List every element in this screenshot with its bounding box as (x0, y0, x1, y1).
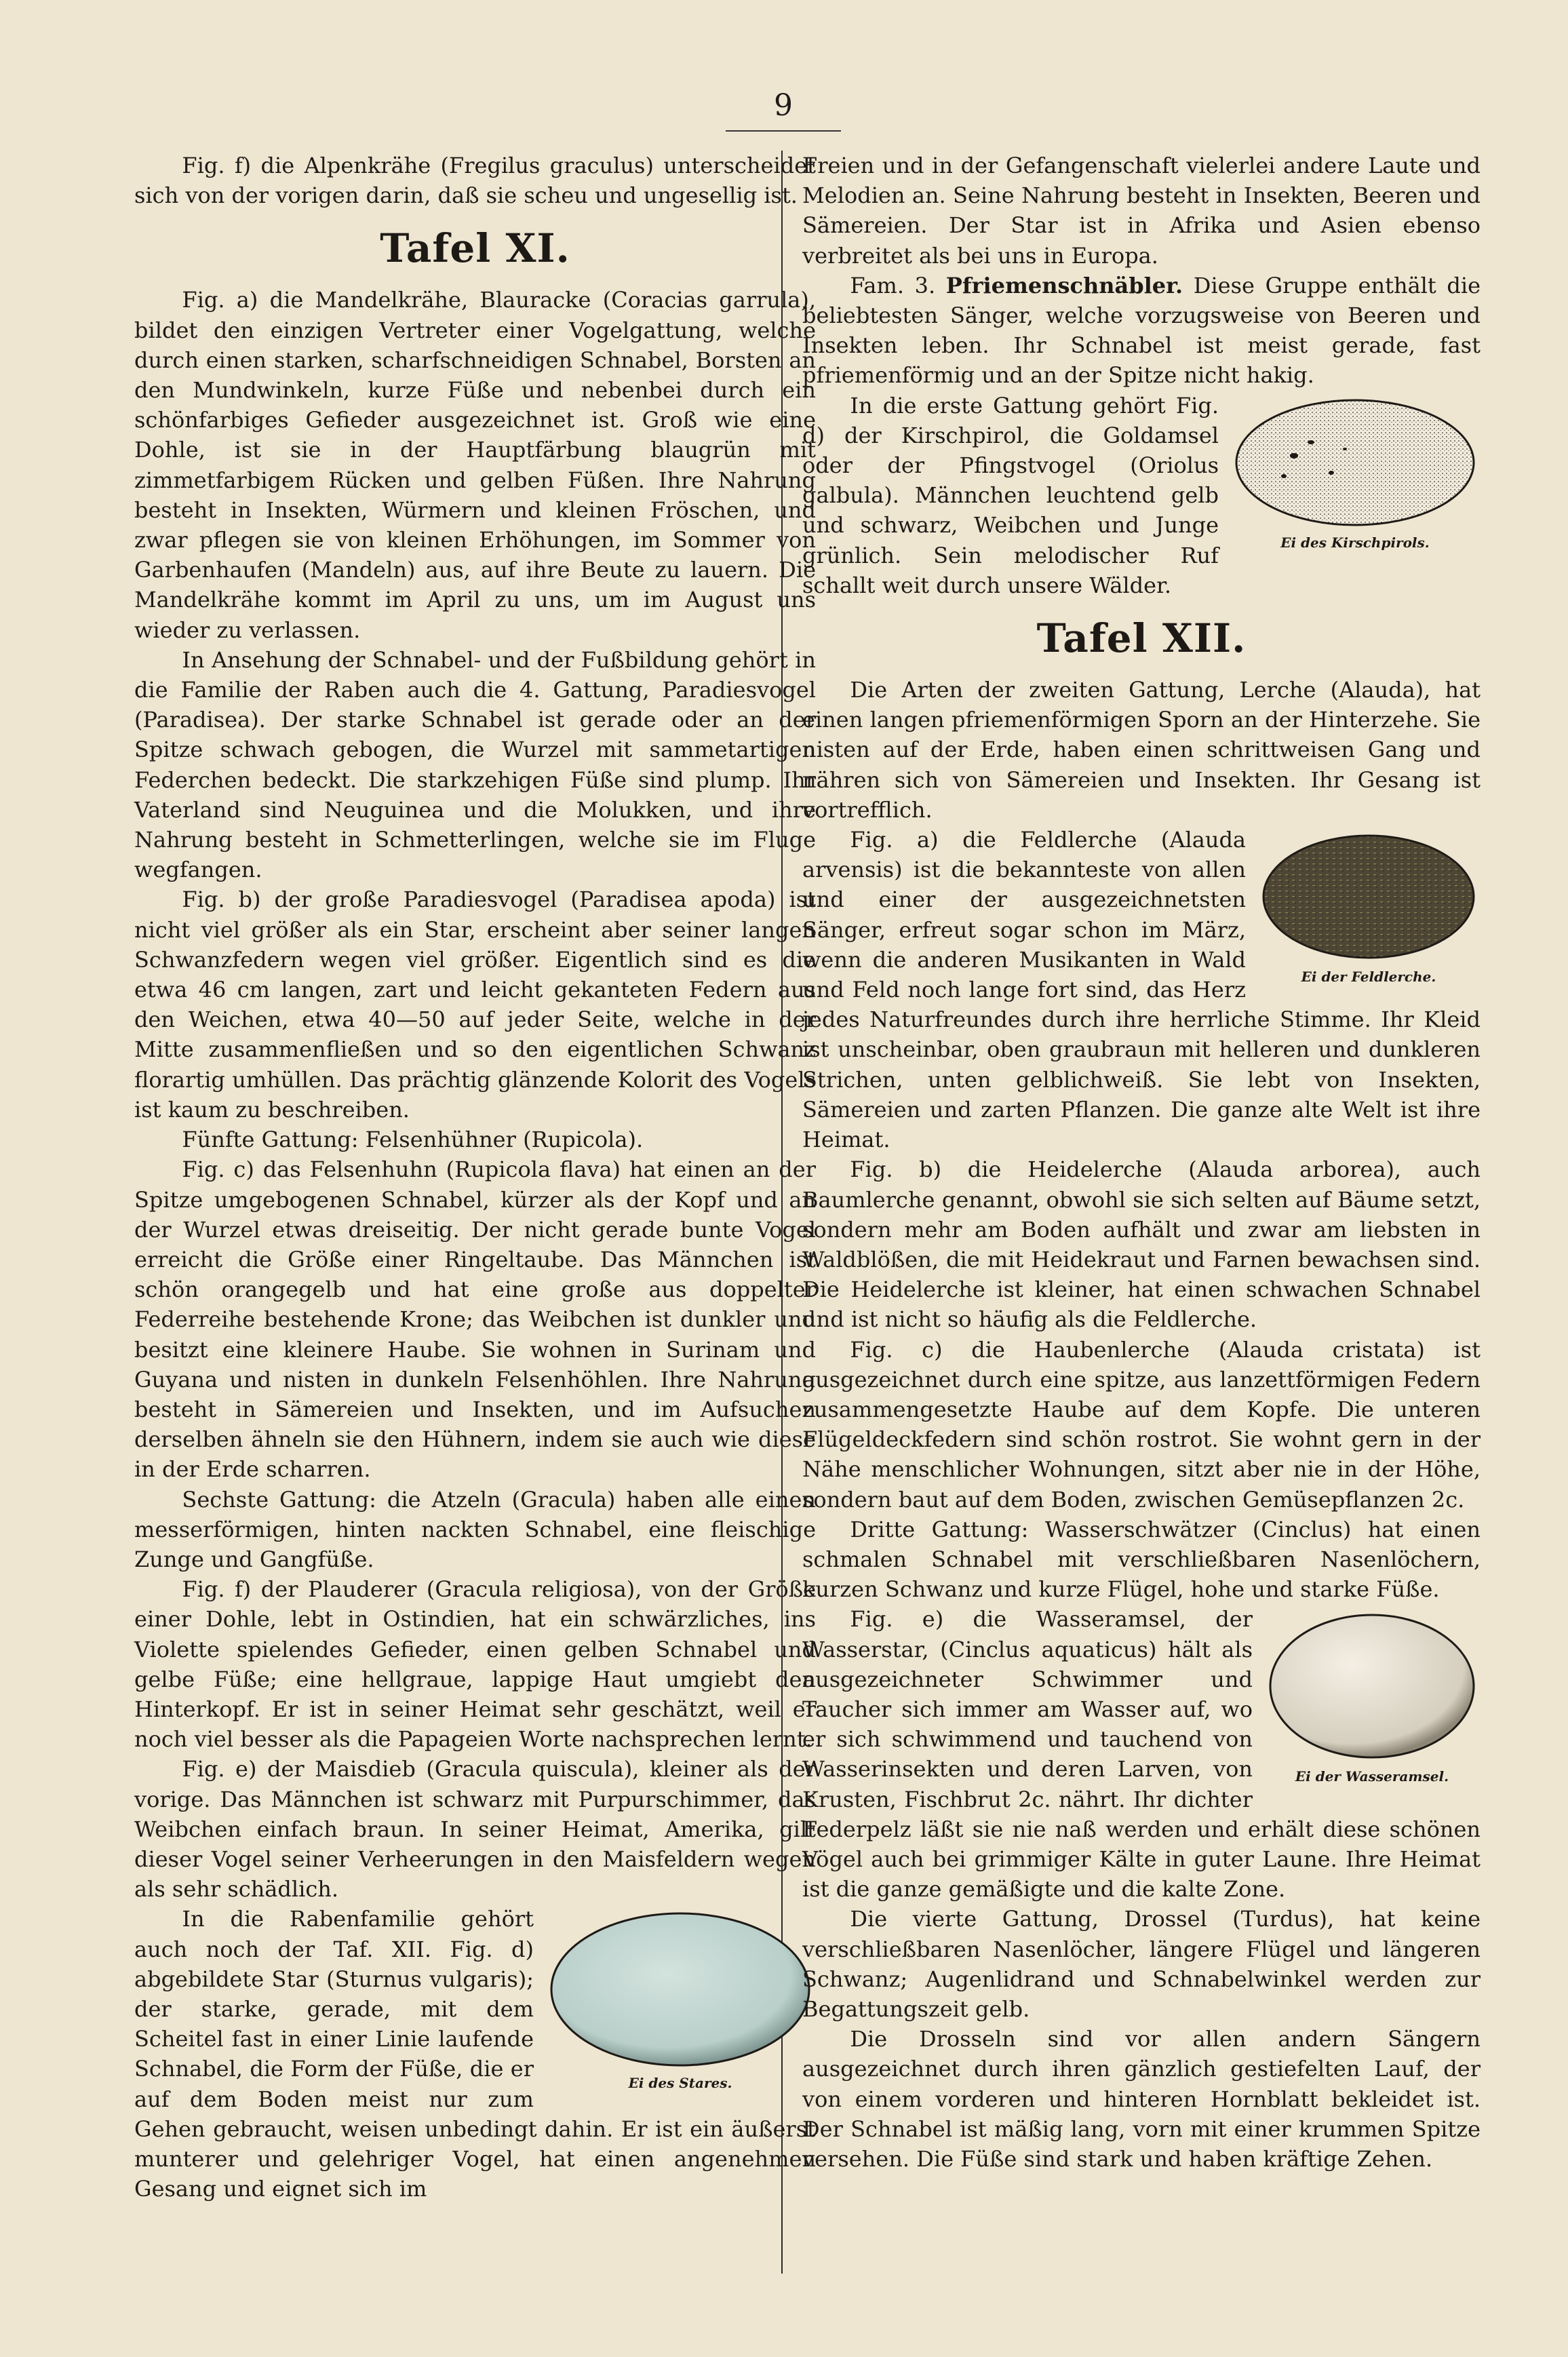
kirschpirol-egg-figure (1230, 395, 1481, 551)
right-paragraph-4: Die Arten der zweiten Gattung, Lerche (Alauda), hat einen langen pfriemenförmigen Sporn an der Hinterzehe. Sie nisten auf der Erde, haben einen schrittweisen Gang und nähren sich von Sämereien und Insekten. Ihr Gesang ist vortrefflich. (802, 677, 1481, 823)
wasseramsel-egg-figure (1263, 1608, 1481, 1785)
left-paragraph-5: Fünfte Gattung: Felsenhühner (Rupicola). (182, 1127, 644, 1153)
star-egg-caption: Ei des Stares. (628, 2075, 732, 2092)
family-label: Fam. 3. (850, 272, 936, 298)
left-paragraph-9: Fig. e) der Maisdieb (Gracula quiscula), kleiner als der vorige. Das Männchen ist schwarz mit Purpurschimmer, das Weibchen einfach braun. In seiner Heimat, Amerika, gilt dieser Vogel seiner Verheerungen in den Maisfeldern wegen als sehr schädlich. (134, 1756, 816, 1903)
right-column (802, 151, 1481, 2174)
wasseramsel-egg-caption: Ei der Wasseramsel. (1295, 1768, 1449, 1785)
star-egg-illustration (545, 1908, 816, 2071)
right-paragraph-3: In die erste Gattung gehört Fig. d) der Kirschpirol, die Goldamsel oder der Pfingstvogel (Oriolus galbula). Männchen leuchtend gelb und schwarz, Weibchen und Junge grünlich. Sein melodischer Ruf schallt weit durch unsere Wälder. (802, 392, 1219, 598)
page-number: 9 (774, 88, 793, 123)
feldlerche-egg-figure (1257, 829, 1481, 985)
left-paragraph-3: In Ansehung der Schnabel- und der Fußbildung gehört in die Familie der Raben auch die 4. Gattung, Paradiesvogel (Paradisea). Der starke Schnabel ist gerade oder an der Spitze schwach gebogen, die Wurzel mit sammetartigen Federchen bedeckt. Die starkzehigen Füße sind plump. Ihr Vaterland sind Neuguinea und die Molukken, und ihre Nahrung besteht in Schmetterlingen, welche sie im Fluge wegfangen. (134, 646, 816, 883)
right-paragraph-10: Die vierte Gattung, Drossel (Turdus), hat keine verschließbaren Nasenlöcher, längere Flügel und längeren Schwanz; Augenlidrand und Schnabelwinkel werden zur Begattungszeit gelb. (802, 1906, 1481, 2022)
left-paragraph-2: Fig. a) die Mandelkrähe, Blauracke (Coracias garrula), bildet den einzigen Vertreter einer Vogelgattung, welche durch einen starken, scharfschneidigen Schnabel, Borsten an den Mundwinkeln, kurze Füße und nebenbei durch ein schönfarbiges Gefieder ausgezeichnet ist. Groß wie eine Dohle, ist sie in der Hauptfärbung blaugrün mit zimmetfarbigem Rücken und gelben Füßen. Ihre Nahrung besteht in Insekten, Würmern und kleinen Fröschen, und zwar pflegen sie von kleinen Erhöhungen, im Sommer von Garbenhaufen (Mandeln) aus, auf ihre Beute zu lauern. Die Mandelkrähe kommt im April zu uns, um im August uns wieder zu verlassen. (134, 287, 816, 643)
left-paragraph-7: Sechste Gattung: die Atzeln (Gracula) haben alle einen messerförmigen, hinten nackten Schnabel, eine fleischige Zunge und Gangfüße. (134, 1486, 816, 1572)
right-paragraph-7: Fig. c) die Haubenlerche (Alauda cristata) ist ausgezeichnet durch eine spitze, aus lanzettförmigen Federn zusammengesetzte Haube auf dem Kopfe. Die unteren Flügeldeckfedern sind schön rostrot. Sie wohnt gern in der Nähe menschlicher Wohnungen, sitzt aber nie in der Höhe, sondern baut auf dem Boden, zwischen Gemüsepflanzen 2c. (802, 1336, 1481, 1513)
family-name: Pfriemenschnäbler. (945, 272, 1183, 298)
tafel-xii-heading: Tafel XII. (1036, 615, 1247, 662)
right-paragraph-8: Dritte Gattung: Wasserschwätzer (Cinclus) hat einen schmalen Schnabel mit verschließbaren Nasenlöchern, kurzen Schwanz und kurze Flügel, hohe und starke Füße. (802, 1516, 1481, 1603)
family-description: Diese Gruppe enthält die beliebtesten Sänger, welche vorzugsweise von Beeren und Insekten leben. Ihr Schnabel ist meist gerade, fast pfriemenförmig und an der Spitze nicht hakig. (802, 272, 1481, 389)
right-paragraph-9: Fig. e) die Wasseramsel, der Wasserstar, (Cinclus aquaticus) hält als ausgezeichneter Schwimmer und Taucher sich immer am Wasser auf, wo er sich schwimmend und tauchend von Wasserinsekten und deren Larven, von Krusten, Fischbrut 2c. nährt. Ihr dichter Federpelz läßt sie nie naß werden und erhält diese schönen Vögel auch bei grimmiger Kälte in guter Laune. Ihre Heimat ist die ganze gemäßigte und die kalte Zone. (802, 1606, 1481, 1903)
tafel-xi-heading: Tafel XI. (380, 225, 570, 272)
right-paragraph-11: Die Drosseln sind vor allen andern Sängern ausgezeichnet durch ihren gänzlich gestiefelten Lauf, der von einem vorderen und hinteren Hornblatt bekleidet ist. Der Schnabel ist mäßig lang, vorn mit einer krummen Spitze versehen. Die Füße sind stark und haben kräftige Zehen. (802, 2026, 1481, 2172)
star-egg-figure (545, 1908, 816, 2091)
left-column (134, 151, 816, 2204)
right-paragraph-6: Fig. b) die Heidelerche (Alauda arborea), auch Baumlerche genannt, obwohl sie sich selten auf Bäume setzt, sondern mehr am Boden aufhält und zwar am liebsten in Waldblößen, die mit Heidekraut und Farnen bewachsen sind. Die Heidelerche ist kleiner, hat einen schwachen Schnabel und ist nicht so häufig als die Feldlerche. (802, 1156, 1481, 1333)
feldlerche-egg-illustration (1257, 829, 1481, 965)
right-paragraph-5: Fig. a) die Feldlerche (Alauda arvensis) ist die bekannteste von allen und einer der ausgezeichnetsten Sänger, erfreut sogar schon im März, wenn die anderen Musikanten in Wald und Feld noch lange fort sind, das Herz jedes Naturfreundes durch ihre herrliche Stimme. Ihr Kleid ist unscheinbar, oben graubraun mit helleren und dunkleren Strichen, unten gelblichweiß. Sie lebt von Insekten, Sämereien und zarten Pflanzen. Die ganze alte Welt ist ihre Heimat. (802, 827, 1481, 1153)
kirschpirol-egg-illustration (1230, 395, 1481, 530)
left-paragraph-6: Fig. c) das Felsenhuhn (Rupicola flava) hat einen an der Spitze umgebogenen Schnabel, kürzer als der Kopf und an der Wurzel etwas dreiseitig. Der nicht gerade bunte Vogel erreicht die Größe einer Ringeltaube. Das Männchen ist schön orangegelb und hat eine große aus doppelter Federreihe bestehende Krone; das Weibchen ist dunkler und besitzt eine kleinere Haube. Sie wohnen in Surinam und Guyana und nisten in dunkeln Felsenhöhlen. Ihre Nahrung besteht in Sämereien und Insekten, und im Aufsuchen derselben ähneln sie den Hühnern, indem sie auch wie diese in der Erde scharren. (134, 1156, 816, 1483)
wasseramsel-egg-illustration (1263, 1608, 1481, 1764)
feldlerche-egg-caption: Ei der Feldlerche. (1301, 969, 1436, 986)
left-paragraph-1: Fig. f) die Alpenkrähe (Fregilus graculus) unterscheidet sich von der vorigen darin, daß sie scheu und ungesellig ist. (134, 153, 816, 209)
left-paragraph-8: Fig. f) der Plauderer (Gracula religiosa), von der Größe einer Dohle, lebt in Ostindien, hat ein schwärzliches, ins Violette spielendes Gefieder, einen gelben Schnabel und gelbe Füße; eine hellgraue, lappige Haut umgiebt den Hinterkopf. Er ist in seiner Heimat sehr geschätzt, weil er noch viel besser als die Papageien Worte nachsprechen lernt. (134, 1576, 816, 1753)
right-paragraph-1: Freien und in der Gefangenschaft vielerlei andere Laute und Melodien an. Seine Nahrung besteht in Insekten, Beeren und Sämereien. Der Star ist in Afrika und Asien ebenso verbreitet als bei uns in Europa. (802, 153, 1481, 269)
right-paragraph-2 (802, 271, 1481, 391)
left-paragraph-10: In die Rabenfamilie gehört auch noch der Taf. XII. Fig. d) abgebildete Star (Sturnus vulgaris); der starke, gerade, mit dem Scheitel fast in einer Linie laufende Schnabel, die Form der Füße, die er auf dem Boden meist nur zum Gehen gebraucht, weisen unbedingt dahin. Er ist ein äußerst munterer und gelehriger Vogel, hat einen angenehmen Gesang und eignet sich im (134, 1906, 816, 2202)
kirschpirol-egg-caption: Ei des Kirschpirols. (1280, 534, 1430, 551)
page-number-rule (726, 130, 841, 132)
left-paragraph-4: Fig. b) der große Paradiesvogel (Paradisea apoda) ist nicht viel größer als ein Star, erscheint aber seiner langen Schwanzfedern wegen viel größer. Eigentlich sind es die etwa 46 cm langen, zart und leicht gekanteten Federn aus den Weichen, etwa 40—50 auf jeder Seite, welche in der Mitte zusammenfließen und so den eigentlichen Schwanz florartig umhüllen. Das prächtig glänzende Kolorit des Vogels ist kaum zu beschreiben. (134, 887, 816, 1123)
